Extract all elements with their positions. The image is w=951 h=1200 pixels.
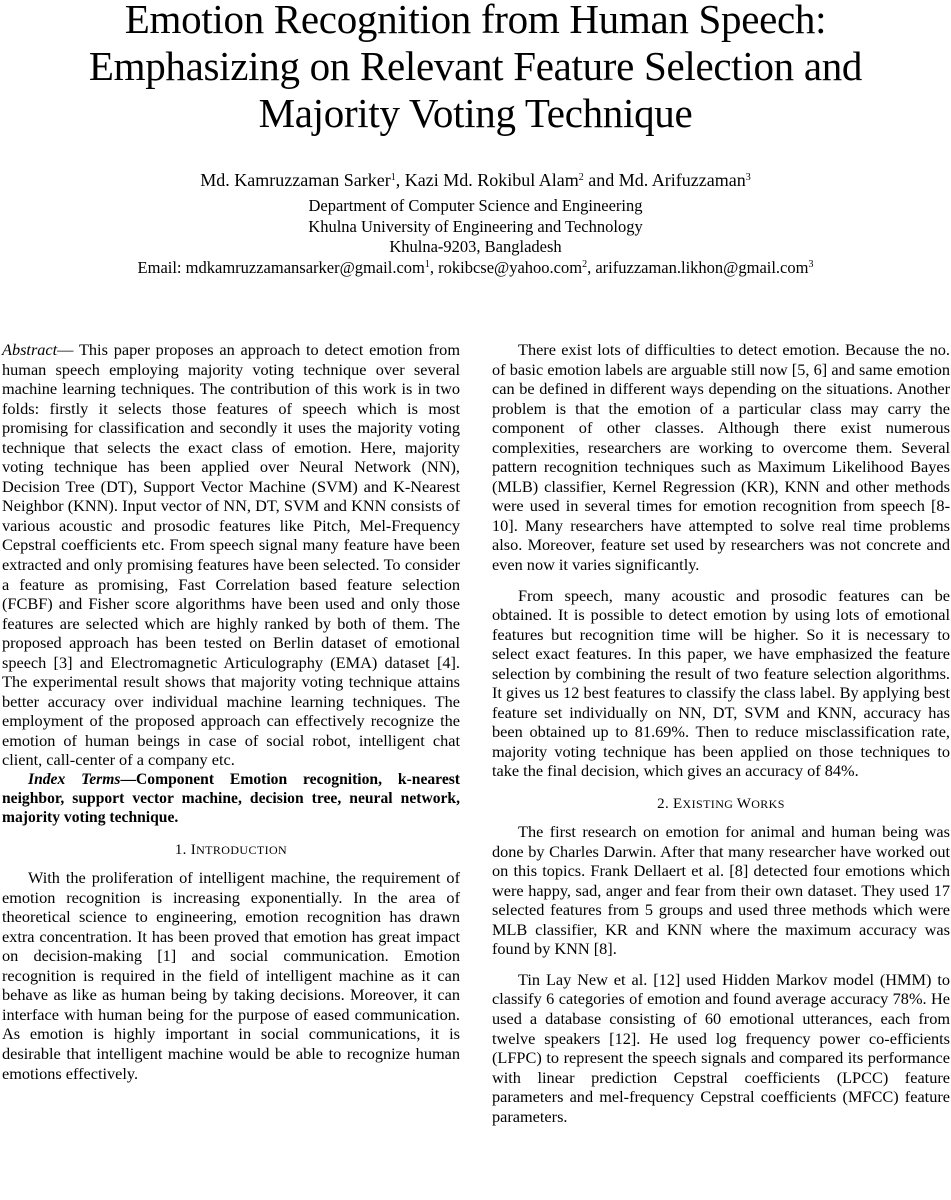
section-1-number: 1. I [174,842,197,859]
intro-paragraph-2: There exist lots of difficulties to detect emotion. Because the no. of basic emotion labels are arguable still now [5, 6] and same emotion can be defined in different ways depending on the situations. Another problem is that the emotion of a particular class may carry the component of other classes. Although there exist numerous complexities, researchers are working to overcome them. Several pattern recognition techniques such as Maximum Likelihood Bayes (MLB) classifier, Kernel Regression (KR), KNN and other methods were used in several times for emotion recognition from speech [8-10]. Many researchers have attempted to solve real time problems also. Moreover, feature set used by researchers was not concrete and even now it varies significantly. [492,340,950,575]
section-heading-existing-works [492,795,950,814]
email-2-sup: 2 [582,258,588,270]
paper-title [0,0,951,137]
email-1-sup: 1 [424,258,430,270]
author-2: Kazi Md. Rokibul Alam [404,170,579,190]
left-column [2,340,460,1083]
intro-paragraph-3: From speech, many acoustic and prosodic features can be obtained. It is possible to detect emotion by using lots of emotional features but recognition time will be higher. So it is necessary to select exact features. In this paper, we have emphasized the feature selection by combining the result of two feature selection algorithms. It gives us 12 best features to classify the class label. By applying best feature set individually on NN, DT, SVM and KNN, accuracy has been obtained up to 81.69%. Then to reduce misclassification rate, majority voting technique has been applied on those techniques to take the final decision, which gives an accuracy of 84%. [492,585,950,781]
existing-works-paragraph-1: The first research on emotion for animal and human being was done by Charles Darwin. After that many researcher have worked out on this topics. Frank Dellaert et al. [8] detected four emotions which were happy, sad, anger and fear from their own dataset. They used 17 selected features from 5 groups and used three methods which were MLB classifier, KR and KNN where the maximum accuracy was found by KNN [8]. [492,822,950,959]
affiliation-emails: Email: mdkamruzzamansarker@gmail.com$^1$, rokibcse@yahoo.com$^2$, arifuzzaman.likhon@gmail.com$^3$ [137,257,814,277]
right-column [492,340,950,1126]
abstract-dash: — [57,340,74,359]
affiliation-department: Department of Computer Science and Engineering [308,196,643,215]
author-conjunction: and [588,170,615,190]
email-3[interactable]: arifuzzaman.likhon@gmail.com [595,257,809,277]
email-label: Email: [137,257,182,277]
index-terms-dash: — [120,771,137,789]
existing-works-paragraph-2: Tin Lay New et al. [12] used Hidden Markov model (HMM) to classify 6 categories of emotion and found average accuracy 78%. He used a database consisting of 60 emotional utterances, each from twelve speakers [12]. He used log frequency power co-efficients (LFPC) to represent the speech signals and compared its performance with linear prediction Cepstral coefficients (LPCC) feature parameters and mel-frequency Cepstral coefficients (MFCC) feature parameters. [492,969,950,1126]
author-1: Md. Kamruzzaman Sarker [200,170,391,190]
section-heading-introduction [2,841,460,860]
abstract-paragraph [2,340,460,770]
section-1-title: NTRODUCTION [196,843,288,858]
author-1-sup: 1 [390,172,396,183]
author-3-sup: 3 [745,172,751,183]
title-line-2: Emphasizing on Relevant Feature Selection and [88,43,863,89]
author-list: Md. Kamruzzaman Sarker$^1$, Kazi Md. Rokibul Alam$^2$ and Md. Arifuzzaman$^3$ [200,170,751,190]
intro-paragraph-1: With the proliferation of intelligent machine, the requirement of emotion recognition is increasing exponentially. In the area of theoretical science to engineering, emotion recognition has drawn extra concentration. It has been proved that emotion has great impact on decision-making [1] and social communication. Emotion recognition is required in the field of intelligent machine as it can behave as like as human being by taking decisions. Moreover, it can interface with human being for the purpose of eased communication. As emotion is highly important in social communications, it is desirable that intelligent machine would be able to recognize human emotions effectively. [2,868,460,1083]
index-terms-label: Index Terms [28,771,121,789]
section-2-title-b: W [736,796,752,813]
section-2-title-c: ORKS [751,797,785,812]
title-line-1: Emotion Recognition from Human Speech: [124,0,827,42]
section-2-title-a: XISTING [682,797,737,812]
affiliation-block [0,196,951,278]
index-terms-paragraph [2,770,460,827]
email-1[interactable]: mdkamruzzamansarker@gmail.com [185,257,425,277]
email-2[interactable]: rokibcse@yahoo.com [438,257,583,277]
affiliation-university: Khulna University of Engineering and Technology [308,216,643,236]
section-2-number: 2. E [657,796,683,813]
affiliation-city: Khulna-9203, Bangladesh [389,237,562,256]
abstract-text: This paper proposes an approach to detect emotion from human speech employing majority voting technique over several machine learning techniques. The contribution of this work is in two folds: firstly it selects those features of speech which is most promising for classification and secondly it uses the majority voting technique that selects the exact class of emotion. Here, majority voting technique has been applied over Neural Network (NN), Decision Tree (DT), Support Vector Machine (SVM) and K-Nearest Neighbor (KNN). Input vector of NN, DT, SVM and KNN consists of various acoustic and prosodic features like Pitch, Mel-Frequency Cepstral coefficients etc. From speech signal many feature have been extracted and only promising features have been selected. To consider a feature as promising, Fast Correlation based feature selection (FCBF) and Fisher score algorithms have been used and only those features are selected which are highly ranked by both of them. The proposed approach has been tested on Berlin dataset of emotional speech [3] and Electromagnetic Articulography (EMA) dataset [4]. The experimental result shows that majority voting technique attains better accuracy over individual machine learning techniques. The employment of the proposed approach can effectively recognize the emotion of human beings in case of social robot, intelligent chat client, call-center of a company etc. [2,340,460,770]
author-2-sup: 2 [578,172,584,183]
author-3: Md. Arifuzzaman [618,170,746,190]
title-line-3: Majority Voting Technique [258,90,693,136]
abstract-label: Abstract [2,340,58,359]
index-terms-text: Component Emotion recognition, k-nearest neighbor, support vector machine, decision tree, neural network, majority voting technique. [2,771,460,827]
email-3-sup: 3 [808,258,814,270]
